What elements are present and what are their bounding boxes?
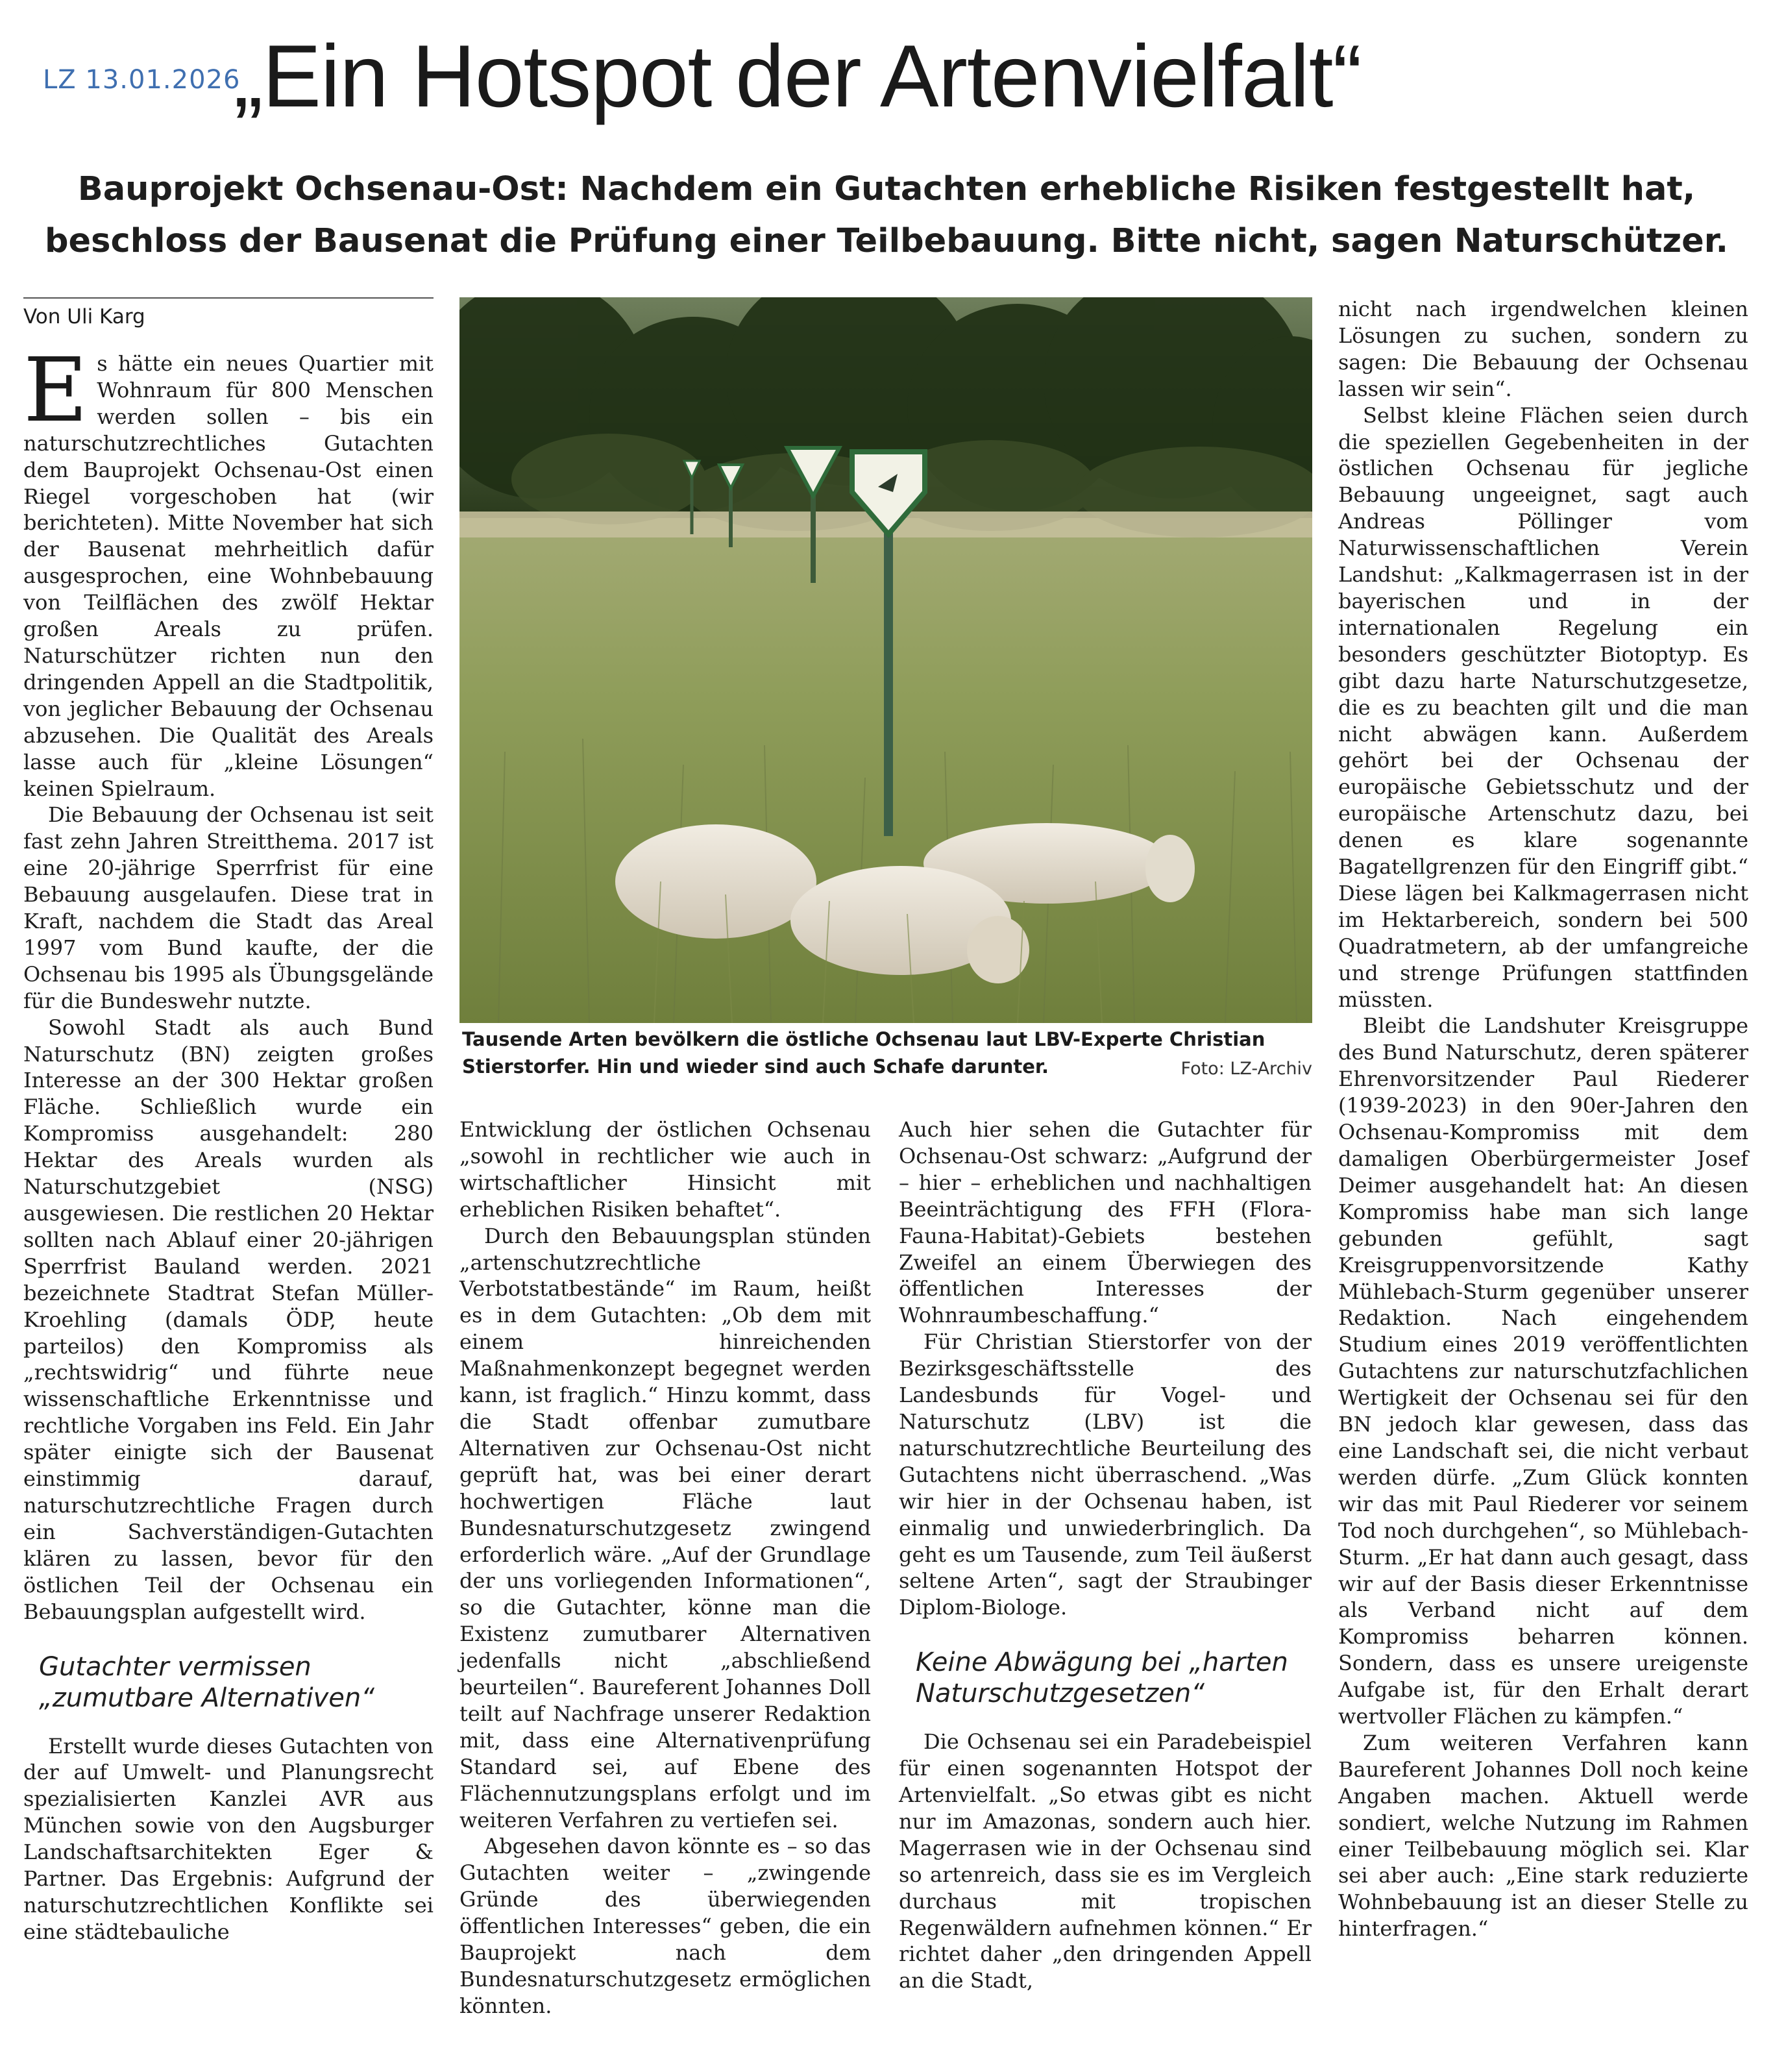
paragraph: Auch hier sehen die Gutachter für Ochsenau-Ost schwarz: „Aufgrund der – hier – erheblichen und nachhaltigen Beeinträchtigung des FFH (Flora-Fauna-Habitat)-Gebiets bestehen Zweifel an einem Überwiegen des öffentlichen Interesses der Wohnraumbeschaffung.“ bbox=[899, 1117, 1312, 1328]
photo-credit: Foto: LZ-Archiv bbox=[1180, 1059, 1312, 1079]
paragraph: Sowohl Stadt als auch Bund Naturschutz (BN) zeigten großes Interesse an der 300 Hektar großen Fläche. Schließlich wurde ein Kompromiss ausgehandelt: 280 Hektar des Areals wurden als Naturschutzgebiet (NSG) ausgewiesen. Die restlichen 20 Hektar sollten nach Ablauf einer 20-jährigen Sperrfrist Bauland werden. 2021 bezeichnete Stadtrat Stefan Müller-Kroehling (damals ÖDP, heute parteilos) den Kompromiss als „rechtswidrig“ und führte neue wissenschaftliche Erkenntnisse und rechtliche Vorgaben ins Feld. Ein Jahr später einigte sich der Bausenat einstimmig darauf, naturschutzrechtliche Fragen durch ein Sachverständigen-Gutachten klären zu lassen, bevor für den östlichen Teil der Ochsenau ein Bebauungsplan aufgestellt wird. bbox=[23, 1015, 434, 1624]
paragraph: Für Christian Stierstorfer von der Bezirksgeschäftsstelle des Landesbunds für Vogel- und Naturschutz (LBV) ist die naturschutzrechtliche Beurteilung des Gutachtens nicht überraschend. „Was wir hier in der Ochsenau haben, ist einmalig und unwiederbringlich. Da geht es um Tausende, zum Teil äußerst seltene Arten“, sagt der Straubinger Diplom-Biologe. bbox=[899, 1329, 1312, 1620]
paragraph: Zum weiteren Verfahren kann Baureferent Johannes Doll noch keine Angaben machen. Aktuell werde sondiert, welche Nutzung im Rahmen einer Teilbebauung möglich sei. Klar sei aber auch: „Eine stark reduzierte Wohnbebauung ist an dieser Stelle zu hinterfragen.“ bbox=[1338, 1730, 1748, 1942]
article-photo bbox=[459, 297, 1312, 1023]
byline-divider bbox=[23, 297, 434, 299]
section-heading: Gutachter vermissen „zumutbare Alternativen“ bbox=[39, 1651, 374, 1713]
paragraph: nicht nach irgendwelchen kleinen Lösungen zu suchen, sondern zu sagen: Die Bebauung der Ochsenau lassen wir sein“. bbox=[1338, 297, 1748, 401]
paragraph: Selbst kleine Flächen seien durch die speziellen Gegebenheiten in der östlichen Ochsenau für jegliche Bebauung ungeeignet, sagt auch Andreas Pöllinger vom Naturwissenschaftlichen Verein Landshut: „Kalkmagerrasen ist in der bayerischen und in der internationalen Regelung ein besonders geschützter Biotoptyp. Es gibt dazu harte Naturschutzgesetze, die es zu beachten gilt und die man nicht abwägen kann. Außerdem gehört bei der Ochsenau der europäische Gebietsschutz und der europäische Artenschutz dazu, bei denen es klare sogenannte Bagatellgrenzen für den Eingriff gibt.“ Diese lägen bei Kalkmagerrasen nicht im Hektarbereich, sondern bei 500 Quadratmetern, ab der umfangreiche und strenge Prüfungen stattfinden müssten. bbox=[1338, 402, 1748, 1012]
date-stamp: LZ 13.01.2026 bbox=[43, 65, 241, 95]
paragraph: Erstellt wurde dieses Gutachten von der auf Umwelt- und Planungsrecht spezialisierten Kanzlei AVR aus München sowie von den Augsburger Landschaftsarchitekten Eger & Partner. Das Ergebnis: Aufgrund der naturschutzrechtlichen Konflikte sei eine städtebauliche bbox=[23, 1733, 434, 1944]
section-heading: Keine Abwägung bei „harten Naturschutzgesetzen“ bbox=[916, 1647, 1288, 1709]
subheadline-line-1: Bauprojekt Ochsenau-Ost: Nachdem ein Gutachten erhebliche Risiken festgestellt hat, bbox=[77, 170, 1696, 208]
article-column-2 bbox=[459, 1116, 871, 2019]
meadow-sheep-photo bbox=[459, 297, 1312, 1023]
photo-caption: Tausende Arten bevölkern die östliche Ochsenau laut LBV-Experte Christian Stierstorfer. Hin und wieder sind auch Schafe darunter. bbox=[462, 1028, 1266, 1078]
paragraph-text: s hätte ein neues Quartier mit Wohnraum für 800 Menschen werden sollen – bis ein naturschutzrechtliches Gutachten dem Bauprojekt Ochsenau-Ost einen Riegel vorgeschoben hat (wir berichteten). Mitte November hat sich der Bausenat mehrheitlich dafür ausgesprochen, eine Wohnbebauung von Teilflächen des zwölf Hektar großen Areals zu prüfen. Naturschützer richten nun den dringenden Appell an die Stadtpolitik, von jeglicher Bebauung der Ochsenau abzusehen. Die Qualität des Areals lasse auch für „kleine Lösungen“ keinen Spielraum. bbox=[23, 351, 434, 801]
subheadline-line-2: beschloss der Bausenat die Prüfung einer Teilbebauung. Bitte nicht, sagen Naturschützer. bbox=[45, 222, 1728, 260]
drop-cap: E bbox=[23, 339, 88, 442]
paragraph: Die Ochsenau sei ein Paradebeispiel für einen sogenannten Hotspot der Artenvielfalt. „So etwas gibt es nicht nur im Amazonas, sondern auch hier. Magerrasen wie in der Ochsenau sind so artenreich, dass sie es im Vergleich durchaus mit tropischen Regenwäldern aufnehmen können.“ Er richtet daher „den dringenden Appell an die Stadt, bbox=[899, 1729, 1312, 1993]
paragraph: Die Bebauung der Ochsenau ist seit fast zehn Jahren Streitthema. 2017 ist eine 20-jährige Sperrfrist für eine Bebauung ausgelaufen. Diese trat in Kraft, nachdem die Stadt das Areal 1997 vom Bund kaufte, der die Ochsenau bis 1995 als Übungsgelände für die Bundeswehr nutzte. bbox=[23, 802, 434, 1013]
article-column-3 bbox=[899, 1116, 1312, 1994]
paragraph: Bleibt die Landshuter Kreisgruppe des Bund Naturschutz, deren späterer Ehrenvorsitzender Paul Riederer (1939-2023) in den 90er-Jahren den Ochsenau-Kompromiss mit dem damaligen Oberbürgermeister Josef Deimer ausgehandelt hat: An diesen Kompromiss habe man sich lange gebunden gefühlt, sagt Kreisgruppenvorsitzende Kathy Mühlebach-Sturm gegenüber unserer Redaktion. Nach eingehendem Studium eines 2019 veröffentlichten Gutachtens zur naturschutzfachlichen Wertigkeit der Ochsenau sei für den BN jedoch klar gewesen, dass das eine Landschaft sei, die nicht verbaut werden dürfe. „Zum Glück konnten wir das mit Paul Riederer vor seinem Tod noch durchgehen“, so Mühlebach-Sturm. „Er hat dann auch gesagt, dass wir auf der Basis dieser Erkenntnisse als Verband nicht auf dem Kompromiss beharren können. Sondern, dass es unsere ureigenste Aufgabe ist, für den Erhalt derart wertvoller Flächen zu kämpfen.“ bbox=[1338, 1013, 1748, 1729]
article-column-1 bbox=[23, 297, 434, 1945]
article-column-4 bbox=[1338, 296, 1748, 1942]
headline: „Ein Hotspot der Artenvielfalt“ bbox=[234, 27, 1362, 125]
byline: Von Uli Karg bbox=[23, 305, 145, 328]
paragraph bbox=[23, 339, 434, 802]
paragraph: Abgesehen davon könnte es – so das Gutachten weiter – „zwingende Gründe des überwiegenden öffentlichen Interesses“ geben, die ein Bauprojekt nach dem Bundesnaturschutzgesetz ermöglichen könnten. bbox=[459, 1834, 871, 2018]
paragraph: Entwicklung der östlichen Ochsenau „sowohl in rechtlicher wie auch in wirtschaftlicher Hinsicht mit erheblichen Risiken behaftet“. bbox=[459, 1117, 871, 1222]
subheadline bbox=[26, 164, 1747, 267]
paragraph: Durch den Bebauungsplan stünden „artenschutzrechtliche Verbotstatbestände“ im Raum, heißt es in dem Gutachten: „Ob dem mit einem hinreichenden Maßnahmenkonzept begegnet werden kann, ist fraglich.“ Hinzu kommt, dass die Stadt offenbar zumutbare Alternativen zur Ochsenau-Ost nicht geprüft hat, was bei einer derart hochwertigen Fläche laut Bundesnaturschutzgesetz zwingend erforderlich wäre. „Auf der Grundlage der uns vorliegenden Informationen“, so die Gutachter, könne man die Existenz zumutbarer Alternativen jedenfalls nicht „abschließend beurteilen“. Baureferent Johannes Doll teilt auf Nachfrage unserer Redaktion mit, dass eine Alternativenprüfung Standard sei, auf Ebene des Flächennutzungsplans erfolgt und im weiteren Verfahren zu vertiefen sei. bbox=[459, 1223, 871, 1832]
